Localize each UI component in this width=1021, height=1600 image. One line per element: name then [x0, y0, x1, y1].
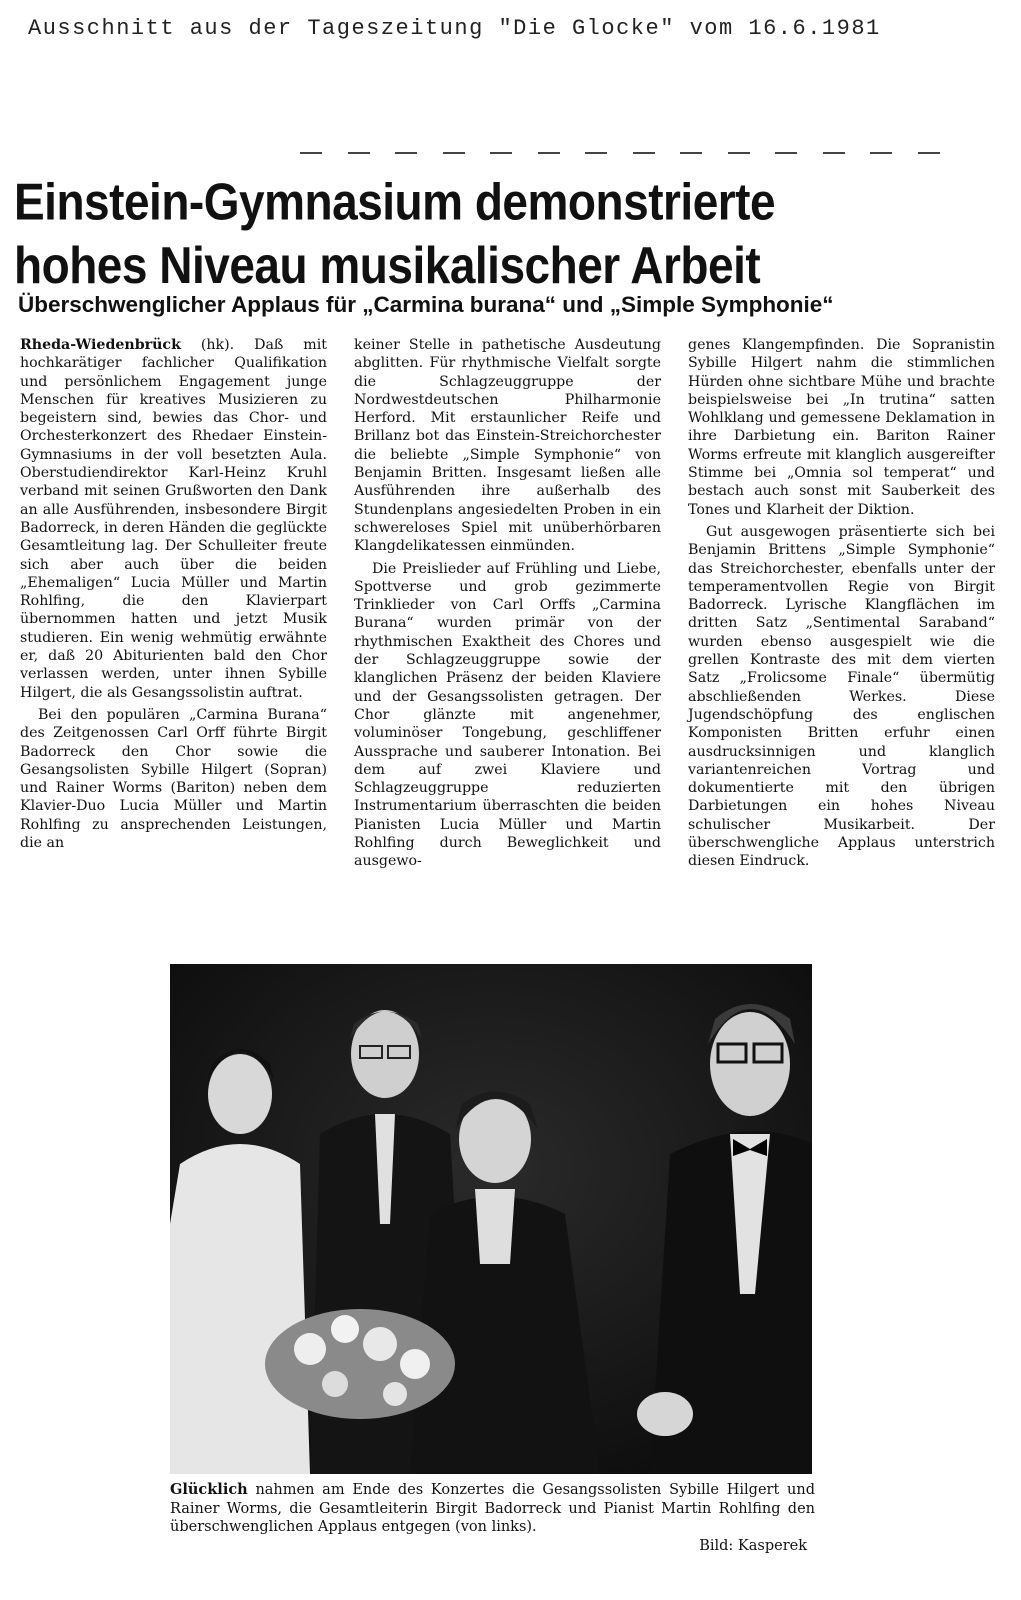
- paragraph: Die Preislieder auf Frühling und Liebe, Spottverse und grob gezimmerte Trinklieder von Carl Orffs „Carmina Burana“ wurden primär von der rhythmischen Exaktheit des Chores und der Schlagzeuggruppe sowie der klanglichen Präsenz der beiden Klaviere und der Gesangssolisten getragen. Der Chor glänzte mit angenehmer, voluminöser Tongebung, geschliffener Aussprache und sauberer Intonation. Bei dem auf zwei Klaviere und Schlagzeuggruppe reduzierten Instrumentarium überraschten die beiden Pianisten Lucia Müller und Martin Rohlfing durch Beweglichkeit und ausgewo-: [354, 560, 661, 870]
- clipping-header: Ausschnitt aus der Tageszeitung "Die Glocke" vom 16.6.1981: [28, 16, 881, 41]
- paragraph: Gut ausgewogen präsentierte sich bei Benjamin Brittens „Simple Symphonie“ das Streichorchester, ebenfalls unter der temperamentvollen Regie von Birgit Badorreck. Lyrische Klangflächen im dritten Satz „Sentimental Saraband“ wurden ebenso ausgespielt wie die grellen Kontraste des mit dem vierten Satz „Frolicsome Finale“ übermütig abschließenden Werkes. Diese Jugendschöpfung des englischen Komponisten Britten erfuhr einen ausdrucksinnigen und klanglich variantenreichen Vortrag und dokumentierte mit den übrigen Darbietungen ein hohes Niveau schulischer Musikarbeit. Der überschwengliche Applaus unterstrich diesen Eindruck.: [688, 523, 995, 870]
- photo-caption: [170, 1481, 815, 1537]
- paragraph: keiner Stelle in pathetische Ausdeutung abglitten. Für rhythmische Vielfalt sorgte die Schlagzeuggruppe der Nordwestdeutschen Philharmonie Herford. Mit erstaunlicher Reife und Brillanz bot das Einstein-Streichorchester die beliebte „Simple Symphonie“ von Benjamin Britten. Insgesamt ließen alle Ausführenden ihre außerhalb des Stundenplans angesiedelten Proben in ein schwereloses Spiel mit unüberhörbaren Klangdelikatessen einmünden.: [354, 337, 661, 555]
- article-column-2: [354, 336, 661, 896]
- article-body: [20, 336, 995, 896]
- caption-lead: Glücklich: [170, 1481, 248, 1498]
- paragraph-text: (hk). Daß mit hochkarätiger fachlicher Qualifikation und persönlichem Engagement junge Menschen für kreatives Musizieren zu begeistern sind, bewies das Chor- und Orchesterkonzert des Rhedaer Einstein-Gymnasiums in der voll besetzten Aula. Oberstudiendirektor Karl-Heinz Kruhl verband mit seinen Grußworten den Dank an alle Ausführenden, insbesondere Birgit Badorreck, in deren Händen die geglückte Gesamtleitung lag. Der Schulleiter freute sich aber auch über die beiden „Ehemaligen“ Lucia Müller und Martin Rohlfing, die den Klavierpart übernommen hatten und jetzt Musik studieren. Ein wenig wehmütig erwähnte er, daß 20 Abiturienten bald den Chor verlassen werden, unter ihnen Sybille Hilgert, die als Gesangssolistin auftrat.: [20, 337, 328, 701]
- flower-bouquet: [265, 1309, 455, 1419]
- paragraph: Bei den populären „Carmina Burana“ des Zeitgenossen Carl Orff führte Birgit Badorreck den Chor sowie die Gesangsolisten Sybille Hilgert (Sopran) und Rainer Worms (Bariton) neben dem Klavier-Duo Lucia Müller und Martin Rohlfing zu ansprechenden Leistungen, die an: [20, 706, 327, 852]
- dateline: Rheda-Wiedenbrück: [20, 337, 181, 353]
- headline-line-2: hohes Niveau musikalischer Arbeit: [14, 236, 761, 295]
- headline-line-1: Einstein-Gymnasium demonstrierte: [14, 172, 776, 231]
- article-column-1: [20, 336, 327, 896]
- caption-text: nahmen am Ende des Konzertes die Gesangssolisten Sybille Hilgert und Rainer Worms, die Gesamtleiterin Birgit Badorreck und Pianist Martin Rohlfing den überschwenglichen Applaus entgegen (von links).: [170, 1482, 815, 1535]
- article-headline: [14, 170, 1004, 298]
- photo-credit: Bild: Kasperek: [699, 1538, 807, 1554]
- article-subheadline: Überschwenglicher Applaus für „Carmina burana“ und „Simple Symphonie“: [18, 292, 834, 317]
- article-photo: [170, 964, 812, 1474]
- article-column-3: [688, 336, 995, 896]
- paragraph: genes Klangempfinden. Die Sopranistin Sybille Hilgert nahm die stimmlichen Hürden ohne sichtbare Mühe und brachte beispielsweise bei „In trutina“ satten Wohlklang und gemessene Deklamation in ihre Darbietung ein. Bariton Rainer Worms erfreute mit klanglich ausgereifter Stimme bei „Omnia sol temperat“ und bestach auch sonst mit Sauberkeit des Tones und Klarheit der Diktion.: [688, 337, 995, 518]
- photo-illustration: [170, 964, 812, 1474]
- paragraph: [20, 336, 327, 702]
- separator-line: [300, 152, 940, 156]
